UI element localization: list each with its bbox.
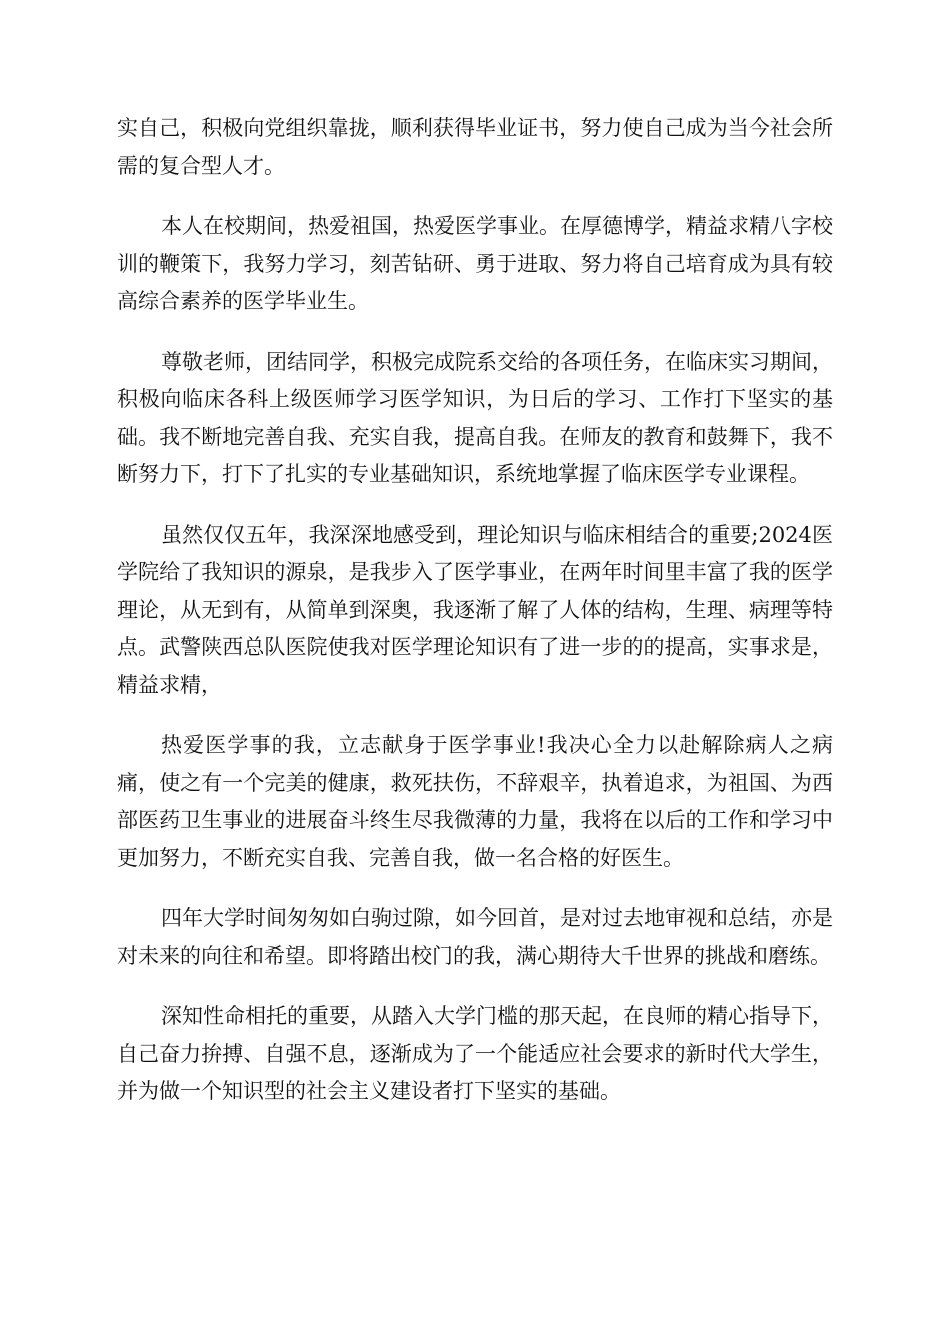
paragraph-1: 实自己，积极向党组织靠拢，顺利获得毕业证书，努力使自己成为当今社会所需的复合型人才。 <box>117 116 833 178</box>
paragraph-6: 四年大学时间匆匆如白驹过隙，如今回首，是对过去地审视和总结，亦是对未来的向往和希望。即将踏出校门的我，满心期待大千世界的挑战和磨练。 <box>117 906 833 968</box>
paragraph-4: 虽然仅仅五年，我深深地感受到，理论知识与临床相结合的重要;2024医学院给了我知识的源泉，是我步入了医学事业，在两年时间里丰富了我的医学理论，从无到有，从简单到深奥，我逐渐了解了人体的结构，生理、病理等特点。武警陕西总队医院使我对医学理论知识有了进一步的的提高，实事求是，精益求精， <box>117 522 833 697</box>
paragraph-7: 深知性命相托的重要，从踏入大学门槛的那天起，在良师的精心指导下，自己奋力拚搏、自强不息，逐渐成为了一个能适应社会要求的新时代大学生，并为做一个知识型的社会主义建设者打下坚实的基础。 <box>117 1004 833 1103</box>
document-body <box>117 110 833 1134</box>
paragraph-2: 本人在校期间，热爱祖国，热爱医学事业。在厚德博学，精益求精八字校训的鞭策下，我努力学习，刻苦钻研、勇于进取、努力将自己培育成为具有较高综合素养的医学毕业生。 <box>117 214 833 313</box>
paragraph-5: 热爱医学事的我，立志献身于医学事业!我决心全力以赴解除病人之病痛，使之有一个完美的健康，救死扶伤，不辞艰辛，执着追求，为祖国、为西部医药卫生事业的进展奋斗终生尽我微薄的力量，我将在以后的工作和学习中更加努力，不断充实自我、完善自我，做一名合格的好医生。 <box>117 733 833 870</box>
paragraph-3: 尊敬老师，团结同学，积极完成院系交给的各项任务，在临床实习期间，积极向临床各科上级医师学习医学知识，为日后的学习、工作打下坚实的基础。我不断地完善自我、充实自我，提高自我。在师友的教育和鼓舞下，我不断努力下，打下了扎实的专业基础知识，系统地掌握了临床医学专业课程。 <box>117 349 833 486</box>
